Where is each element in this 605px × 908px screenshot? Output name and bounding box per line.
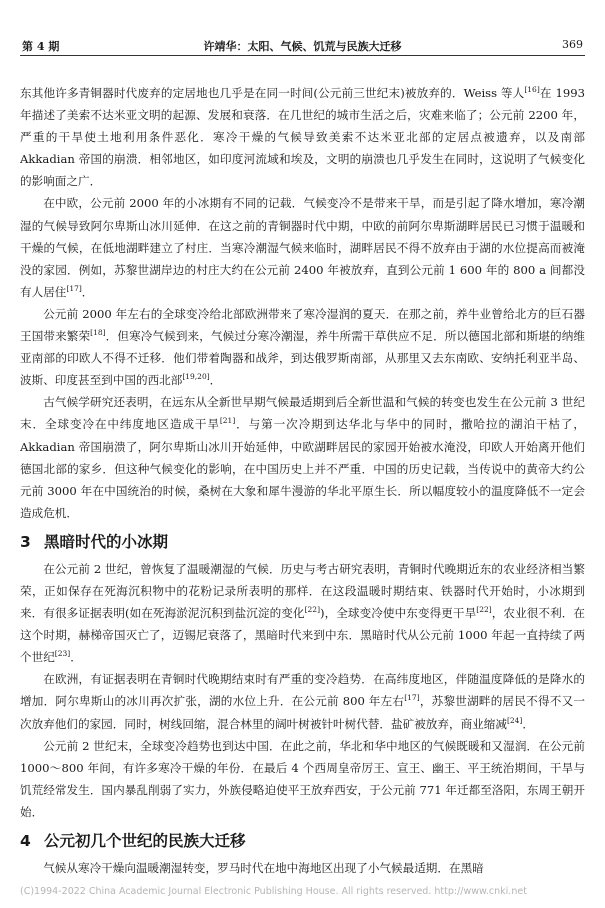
paragraph-text: ，苏黎世湖畔的居民不得不又一次放弃他们的家园．同时，树线回缩，混合林里的阔叶树被针叶树代替．盐矿被放弃，商业缩减 (20, 694, 585, 731)
paragraph (20, 857, 585, 879)
citation-ref: [17] (66, 283, 82, 293)
paragraph-text: ．与第一次冷期到达华北与华中的同时，撒哈拉的湖泊干枯了，Akkadian 帝国崩溃了，阿尔卑斯山冰川开始延伸，中欧湖畔居民的家园开始被水淹没，印欧人开始离开他们德国北部的家乡．但这种气候变化的影响，在中国历史上并不严重．中国的历史记载，当传说中的黄帝大约公元前 3000 年在中国统治的时候，桑树在大象和犀牛漫游的华北平原生长．所以幅度较小的温度降低不一定会造成危机． (20, 417, 585, 520)
section-title: 公元初几个世纪的民族大迁移 (44, 832, 246, 850)
paragraph-text: 东其他许多青铜器时代废弃的定居地也几乎是在同一时间(公元前三世纪末)被放弃的．Weiss 等人 (20, 86, 525, 100)
paragraph-text: 在中欧，公元前 2000 年的小冰期有不同的记载．气候变冷不是带来干旱，而是引起了降水增加，寒冷潮湿的气候导致阿尔卑斯山冰川延伸．在这之前的青铜器时代中期，中欧的前阿尔卑斯湖畔居民已习惯于温暖和干燥的气候，在低地湖畔建立了村庄．当寒冷潮湿气候来临时，湖畔居民不得不放弃由于湖的水位提高而被淹没的家园．例如，苏黎世湖岸边的村庄大约在公元前 2400 年被放弃，直到公元前 1 600 年的 800 a 间都没有人居住 (20, 196, 585, 299)
paragraph-text: 在 1993 年描述了美索不达米亚文明的起源、发展和衰落．在几世纪的城市生活之后，灾难来临了；公元前 2200 年，严重的干旱使土地利用条件恶化．寒冷干燥的气候导致美索不达米亚北部的定居点被遗弃，以及南部 Akkadian 帝国的崩溃．相邻地区，如印度河流域和埃及，文明的崩溃也几乎发生在同时，这说明了气候变化的影响面之广． (20, 86, 585, 189)
citation-ref: [23] (54, 649, 71, 659)
paragraph (20, 82, 585, 192)
citation-ref: [21] (219, 416, 236, 426)
paragraph-text: ． (209, 373, 222, 388)
paragraph (20, 668, 585, 734)
paragraph (20, 558, 585, 668)
citation-ref: [19,20] (182, 372, 210, 382)
running-header (20, 34, 585, 54)
section-3-paragraphs (20, 558, 585, 823)
paragraph-text: ，农业很不利．在这个时期，赫梯帝国灭亡了，迈锡尼衰落了，黑暗时代来到中东．黑暗时代从公元前 1000 年起一直持续了两个世纪 (20, 606, 586, 665)
citation-ref: [16] (524, 85, 540, 95)
citation-ref: [17] (404, 693, 420, 703)
paragraph (20, 303, 585, 391)
paragraph-text: 古气候学研究还表明，在远东从全新世早期气候最适期到后全新世温和气候的转变也发生在公元前 3 世纪末．全球变冷在中纬度地区造成干旱 (20, 395, 585, 432)
section-4-paragraphs (20, 857, 585, 879)
paragraph-text: 公元前 2 世纪末，全球变冷趋势也到达中国．在此之前，华北和华中地区的气候既暖和又湿润．在公元前 1000～800 年间，有许多寒冷干燥的年份．在最后 4 个西周皇帝厉王、宣王、幽王、平王统治期间，干旱与饥荒经常发生．国内暴乱削弱了实力，外族侵略迫使平王放弃西安，于公元前 771 年迁都至洛阳，东周王朝开始． (20, 738, 585, 819)
paragraph (20, 192, 585, 302)
intro-paragraphs (20, 82, 585, 524)
section-4-heading (20, 830, 585, 852)
copyright-watermark: (C)1994-2022 China Academic Journal Electronic Publishing House. All rights reserved. http://www.cnki.net (20, 886, 527, 897)
header-rule (20, 55, 585, 56)
page-number: 369 (562, 38, 583, 51)
citation-ref: [18] (90, 328, 106, 338)
section-number: 3 (20, 532, 31, 551)
paragraph-text: 在欧洲，有证据表明在青铜时代晚期结束时有严重的变冷趋势．在高纬度地区，伴随温度降低的是降水的增加．阿尔卑斯山的冰川再次扩张，湖的水位上升．在公元前 800 年左右 (20, 672, 585, 709)
section-title: 黑暗时代的小冰期 (44, 532, 169, 551)
paragraph-text: 在公元前 2 世纪，曾恢复了温暖潮湿的气候．历史与考古研究表明，青铜时代晚期近东的农业经济相当繁荣，正如保存在死海沉积物中的花粉记录所表明的那样．在这段温暖时期结束、铁器时代开始时，小冰期到来．有很多证据表明(如在死海淤泥沉积到盐沉淀的变化 (20, 561, 585, 621)
paragraph-text: ． (70, 650, 82, 665)
paragraph-text: ． (81, 284, 94, 299)
article-body (20, 82, 585, 879)
section-3-heading (20, 531, 585, 553)
issue-label: 第 4 期 (22, 40, 60, 53)
paragraph (20, 735, 585, 823)
paragraph-text: 公元前 2000 年左右的全球变冷给北部欧洲带来了寒冷湿润的夏天．在那之前，养牛业曾给北方的巨石器王国带来繁荣 (20, 306, 585, 344)
paragraph-text: 气候从寒冷干燥向温暖潮湿转变，罗马时代在地中海地区出现了小气候最适期．在黑暗 (43, 861, 484, 875)
citation-ref: [24] (506, 715, 523, 725)
paragraph-text: ． (522, 716, 534, 731)
running-title: 许靖华：太阳、气候、饥荒与民族大迁移 (203, 40, 402, 53)
paragraph-text: ．但寒冷气候到来，气候过分寒冷潮湿，养牛所需干草供应不足．所以德国北部和斯堪的纳维亚南部的印欧人不得不迁移．他们带着陶器和战斧，到达俄罗斯南部，从那里又去东南欧、安纳托利亚半岛、波斯、印度甚至到中国的西北部 (20, 329, 585, 388)
paragraph-text: )，全球变冷使中东变得更干旱 (320, 606, 477, 621)
section-number: 4 (20, 832, 31, 850)
citation-ref: [22] (304, 605, 320, 615)
paragraph (20, 391, 585, 524)
citation-ref: [22] (476, 605, 492, 615)
